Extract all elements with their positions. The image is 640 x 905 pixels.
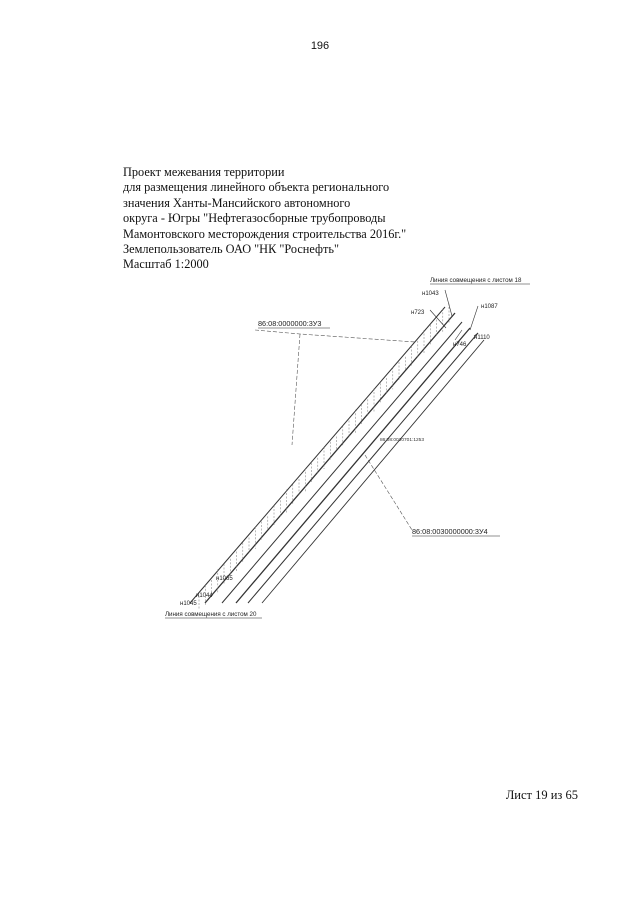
corridor-hatching: [199, 304, 449, 611]
point-n1043: н1043: [422, 291, 439, 297]
point-n1065: н1065: [216, 576, 233, 582]
match-line-bottom-label: Линия совмещения с листом 20: [165, 611, 257, 618]
tie-line-n1087: [470, 306, 478, 330]
corridor-line-1: [190, 307, 445, 603]
title-line-4: округа - Югры "Нефтегазосборные трубопроводы: [123, 211, 386, 226]
title-line-3: значения Ханты-Мансийского автономного: [123, 195, 351, 210]
parcel-zu3-leader-branch: [292, 334, 300, 445]
corridor-line-2: [205, 313, 455, 603]
title-line-5: Мамонтовского месторождения строительства 2016г.": [123, 226, 407, 241]
page-number: 196: [310, 40, 330, 52]
title-line-2: для размещения линейного объекта регионального: [123, 180, 390, 195]
tie-line-n723: [430, 310, 446, 328]
title-line-1: Проект межевания территории: [123, 165, 285, 179]
corridor-line-3: [222, 322, 462, 603]
match-line-top-label: Линия совмещения с листом 18: [430, 277, 522, 284]
corridor-line-4: [236, 328, 470, 603]
point-n1087: н1087: [481, 304, 498, 310]
cadastral-number-small: 86:08:0030701:1253: [380, 438, 425, 443]
point-n746: н746: [453, 342, 467, 348]
point-n1045: н1045: [180, 601, 197, 607]
parcel-zu4-label: 86:08:0030000000:3У4: [412, 527, 488, 536]
parcel-zu3-leader: [255, 330, 415, 342]
point-n1110: н1110: [474, 335, 490, 341]
point-n723: н723: [411, 310, 425, 316]
sheet-number: Лист 19 из 65: [505, 788, 578, 802]
tie-line-n1043: [445, 290, 452, 316]
scale-line: Масштаб 1:2000: [123, 257, 209, 272]
parcel-zu4-leader: [365, 455, 412, 530]
corridor-line-6: [262, 340, 484, 603]
corridor-line-5: [248, 333, 478, 603]
point-n1044: н1044: [196, 593, 213, 599]
corridor-lines: [190, 307, 484, 603]
land-user-line: Землепользователь ОАО "НК "Роснефть": [123, 242, 339, 257]
parcel-zu3-label: 86:08:0000000:3У3: [258, 319, 322, 328]
